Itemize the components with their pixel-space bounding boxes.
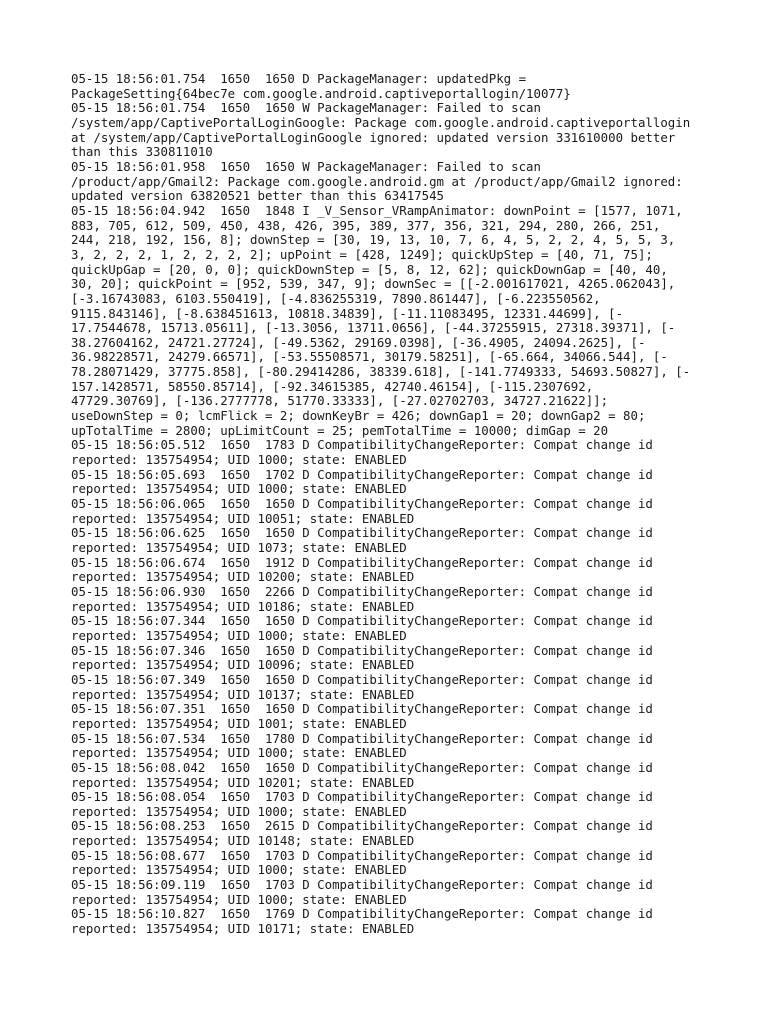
log-line: quickUpGap = [20, 0, 0]; quickDownStep = [5, 8, 12, 62]; quickDownGap = [40, 40, bbox=[71, 261, 668, 277]
log-line: reported: 135754954; UID 1000; state: ENABLED bbox=[71, 862, 407, 878]
log-line: 05-15 18:56:05.693 1650 1702 D CompatibilityChangeReporter: Compat change id bbox=[71, 466, 653, 482]
log-line: 17.7544678, 15713.05611], [-13.3056, 13711.0656], [-44.37255915, 27318.39371], [- bbox=[71, 320, 676, 336]
log-line: 05-15 18:56:01.958 1650 1650 W PackageManager: Failed to scan bbox=[71, 158, 541, 174]
log-line: 05-15 18:56:09.119 1650 1703 D CompatibilityChangeReporter: Compat change id bbox=[71, 877, 653, 893]
log-line: reported: 135754954; UID 1000; state: ENABLED bbox=[71, 891, 407, 907]
log-line: reported: 135754954; UID 1000; state: ENABLED bbox=[71, 481, 407, 497]
log-line: 157.1428571, 58550.85714], [-92.34615385, 42740.46154], [-115.2307692, bbox=[71, 378, 594, 394]
log-line: 05-15 18:56:07.349 1650 1650 D CompatibilityChangeReporter: Compat change id bbox=[71, 671, 653, 687]
log-line: 244, 218, 192, 156, 8]; downStep = [30, 19, 13, 10, 7, 6, 4, 5, 2, 2, 4, 5, 5, 3, bbox=[71, 232, 676, 248]
log-line: 05-15 18:56:08.677 1650 1703 D CompatibilityChangeReporter: Compat change id bbox=[71, 847, 653, 863]
log-line: reported: 135754954; UID 10148; state: ENABLED bbox=[71, 833, 415, 849]
log-line: 05-15 18:56:08.253 1650 2615 D CompatibilityChangeReporter: Compat change id bbox=[71, 818, 653, 834]
log-line: 36.98228571, 24279.66571], [-53.55508571, 30179.58251], [-65.664, 34066.544], [- bbox=[71, 349, 668, 365]
log-line: 05-15 18:56:07.351 1650 1650 D CompatibilityChangeReporter: Compat change id bbox=[71, 701, 653, 717]
log-line: 05-15 18:56:08.054 1650 1703 D CompatibilityChangeReporter: Compat change id bbox=[71, 789, 653, 805]
log-line: 05-15 18:56:04.942 1650 1848 I _V_Sensor_VRampAnimator: downPoint = [1577, 1071, bbox=[71, 202, 683, 218]
log-line: reported: 135754954; UID 10201; state: ENABLED bbox=[71, 774, 415, 790]
log-line: 05-15 18:56:07.344 1650 1650 D CompatibilityChangeReporter: Compat change id bbox=[71, 613, 653, 629]
log-line: 30, 20]; quickPoint = [952, 539, 347, 9]; downSec = [[-2.001617021, 4265.062043], bbox=[71, 276, 676, 292]
log-line: reported: 135754954; UID 1001; state: ENABLED bbox=[71, 715, 407, 731]
log-line: 05-15 18:56:07.534 1650 1780 D CompatibilityChangeReporter: Compat change id bbox=[71, 730, 653, 746]
log-line: reported: 135754954; UID 1000; state: ENABLED bbox=[71, 745, 407, 761]
log-line: 05-15 18:56:06.065 1650 1650 D CompatibilityChangeReporter: Compat change id bbox=[71, 496, 653, 512]
log-line: reported: 135754954; UID 1000; state: ENABLED bbox=[71, 803, 407, 819]
log-line: than this 330811010 bbox=[71, 144, 213, 160]
log-line: 05-15 18:56:06.674 1650 1912 D CompatibilityChangeReporter: Compat change id bbox=[71, 554, 653, 570]
log-line: 3, 2, 2, 2, 1, 2, 2, 2, 2]; upPoint = [428, 1249]; quickUpStep = [40, 71, 75]; bbox=[71, 246, 653, 262]
log-line: reported: 135754954; UID 10186; state: ENABLED bbox=[71, 598, 415, 614]
log-line: 05-15 18:56:05.512 1650 1783 D CompatibilityChangeReporter: Compat change id bbox=[71, 437, 653, 453]
log-line: at /system/app/CaptivePortalLoginGoogle ignored: updated version 331610000 better bbox=[71, 129, 676, 145]
log-line: 05-15 18:56:07.346 1650 1650 D CompatibilityChangeReporter: Compat change id bbox=[71, 642, 653, 658]
log-line: reported: 135754954; UID 1000; state: ENABLED bbox=[71, 627, 407, 643]
log-line: reported: 135754954; UID 10200; state: ENABLED bbox=[71, 569, 415, 585]
log-line: reported: 135754954; UID 1000; state: ENABLED bbox=[71, 452, 407, 468]
log-line: 05-15 18:56:08.042 1650 1650 D CompatibilityChangeReporter: Compat change id bbox=[71, 759, 653, 775]
log-line: reported: 135754954; UID 10171; state: ENABLED bbox=[71, 921, 415, 937]
log-line: reported: 135754954; UID 10096; state: ENABLED bbox=[71, 657, 415, 673]
log-line: 05-15 18:56:06.625 1650 1650 D CompatibilityChangeReporter: Compat change id bbox=[71, 525, 653, 541]
log-line: 9115.843146], [-8.638451613, 10818.34839], [-11.11083495, 12331.44699], [- bbox=[71, 305, 624, 321]
log-line: updated version 63820521 better than this 63417545 bbox=[71, 188, 444, 204]
log-line: 05-15 18:56:01.754 1650 1650 D PackageManager: updatedPkg = bbox=[71, 71, 527, 86]
log-line: 05-15 18:56:01.754 1650 1650 W PackageManager: Failed to scan bbox=[71, 100, 541, 116]
log-text-block bbox=[71, 72, 711, 937]
log-line: reported: 135754954; UID 1073; state: ENABLED bbox=[71, 540, 407, 555]
log-line: useDownStep = 0; lcmFlick = 2; downKeyBr = 426; downGap1 = 20; downGap2 = 80; bbox=[71, 408, 646, 424]
log-line: /system/app/CaptivePortalLoginGoogle: Package com.google.android.captiveportallogin bbox=[71, 114, 691, 130]
log-line: 05-15 18:56:06.930 1650 2266 D CompatibilityChangeReporter: Compat change id bbox=[71, 583, 653, 599]
log-line: [-3.16743083, 6103.550419], [-4.836255319, 7890.861447], [-6.223550562, bbox=[71, 290, 601, 306]
log-line: reported: 135754954; UID 10137; state: ENABLED bbox=[71, 686, 415, 702]
log-line: PackageSetting{64bec7e com.google.android.captiveportallogin/10077} bbox=[71, 85, 571, 101]
log-line: 883, 705, 612, 509, 450, 438, 426, 395, 389, 377, 356, 321, 294, 280, 266, 251, bbox=[71, 217, 661, 233]
log-line: 05-15 18:56:10.827 1650 1769 D CompatibilityChangeReporter: Compat change id bbox=[71, 906, 653, 922]
log-line: upTotalTime = 2800; upLimitCount = 25; pemTotalTime = 10000; dimGap = 20 bbox=[71, 422, 609, 438]
log-line: /product/app/Gmail2: Package com.google.android.gm at /product/app/Gmail2 ignored: bbox=[71, 173, 683, 189]
log-line: 78.28071429, 37775.858], [-80.29414286, 38339.618], [-141.7749333, 54693.50827], [- bbox=[71, 364, 691, 380]
log-line: 38.27604162, 24721.27724], [-49.5362, 29169.0398], [-36.4905, 24094.2625], [- bbox=[71, 334, 646, 350]
log-line: 47729.30769], [-136.2777778, 51770.33333], [-27.02702703, 34727.21622]]; bbox=[71, 393, 609, 409]
log-line: reported: 135754954; UID 10051; state: ENABLED bbox=[71, 510, 415, 526]
